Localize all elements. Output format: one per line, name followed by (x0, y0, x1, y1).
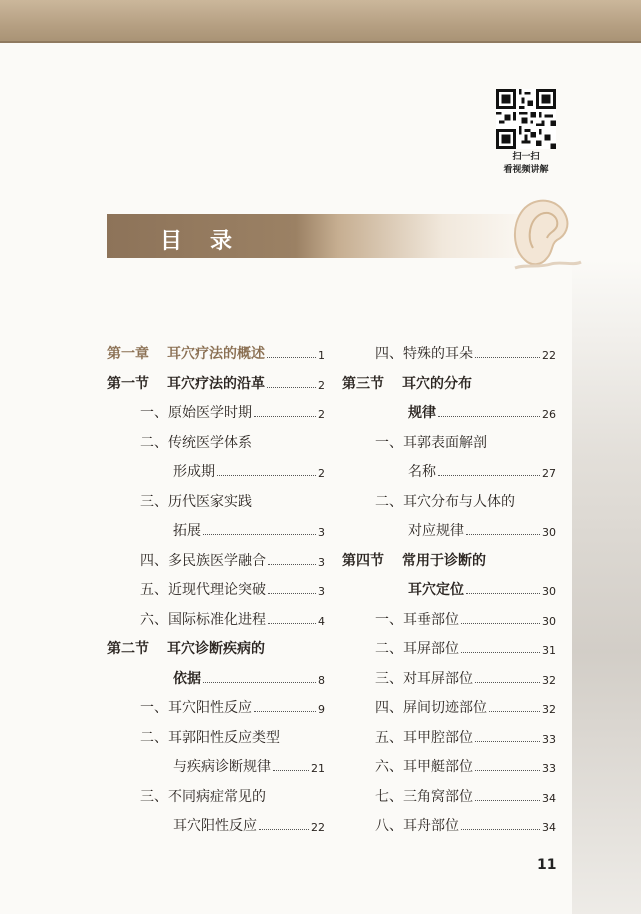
toc-entry-title: 耳穴的分布 (402, 375, 472, 392)
toc-entry-page: 34 (542, 821, 556, 834)
toc-entry-page: 31 (542, 644, 556, 657)
toc-entry-title: 名称 (408, 464, 436, 480)
toc-entry-page: 2 (318, 408, 325, 421)
toc-entry-number: 第一章 (107, 346, 149, 362)
toc-leader-dots (475, 357, 540, 358)
toc-entry[interactable] (107, 639, 265, 659)
toc-entry-page: 2 (318, 378, 325, 392)
toc-leader-dots (438, 475, 540, 476)
toc-entry-title: 耳穴诊断疾病的 (167, 641, 265, 657)
toc-entry-title: 拓展 (173, 523, 201, 539)
toc-entry-title: 与疾病诊断规律 (173, 759, 271, 775)
toc-entry-title: 常用于诊断的 (402, 552, 486, 569)
toc-entry[interactable] (173, 816, 257, 836)
toc-entry[interactable] (375, 816, 459, 836)
toc-leader-dots (475, 741, 540, 742)
toc-leader-dots (475, 770, 540, 771)
toc-entry-title: 耳穴疗法的沿革 (167, 375, 265, 392)
toc-entry-page: 21 (311, 762, 325, 775)
toc-entry-page: 3 (318, 526, 325, 539)
toc-entry[interactable] (140, 728, 280, 748)
toc-entry-title: 规律 (408, 405, 436, 421)
toc-entry[interactable] (342, 374, 472, 394)
toc-entry[interactable] (140, 492, 252, 512)
toc-entry-title: 三、不同病症常见的 (140, 788, 266, 805)
toc-entry-number: 第四节 (342, 552, 384, 569)
toc-entry-page: 4 (318, 614, 325, 628)
qr-caption (490, 151, 562, 177)
toc-entry-title: 对应规律 (408, 523, 464, 539)
toc-entry[interactable] (140, 580, 266, 600)
toc-entry-title: 七、三角窝部位 (375, 788, 473, 805)
ear-illustration (495, 190, 585, 280)
toc-entry-title: 一、原始医学时期 (140, 405, 252, 421)
toc-entry[interactable] (342, 551, 486, 571)
toc-leader-dots (461, 829, 540, 830)
toc-entry-page: 33 (542, 732, 556, 746)
toc-leader-dots (217, 475, 316, 476)
toc-entry-title: 四、屏间切迹部位 (375, 700, 487, 716)
toc-leader-dots (203, 534, 316, 535)
toc-leader-dots (267, 357, 316, 358)
toc-leader-dots (461, 652, 540, 653)
toc-leader-dots (461, 623, 540, 624)
toc-leader-dots (203, 682, 316, 683)
qr-caption-line1: 扫一扫 (512, 152, 540, 162)
toc-entry-title: 四、多民族医学融合 (140, 552, 266, 569)
qr-caption-line2: 看视频讲解 (503, 165, 549, 175)
toc-entry[interactable] (140, 403, 252, 423)
toc-entry-title: 六、耳甲艇部位 (375, 759, 473, 775)
toc-entry-page: 3 (318, 585, 325, 598)
toc-title: 目录 (160, 228, 261, 254)
toc-entry-title: 耳穴疗法的概述 (167, 346, 265, 362)
toc-leader-dots (268, 623, 316, 624)
toc-entry-title: 二、传统医学体系 (140, 434, 252, 451)
toc-entry[interactable] (173, 521, 201, 541)
toc-entry-page: 22 (311, 821, 325, 834)
toc-entry[interactable] (140, 610, 266, 630)
toc-entry-title: 耳穴定位 (408, 582, 464, 598)
toc-entry[interactable] (375, 787, 473, 807)
toc-entry-title: 六、国际标准化进程 (140, 611, 266, 628)
toc-entry-title: 形成期 (173, 464, 215, 480)
toc-entry-title: 四、特殊的耳朵 (375, 346, 473, 362)
toc-entry-title: 耳穴阳性反应 (173, 818, 257, 834)
toc-entry-title: 二、耳郭阳性反应类型 (140, 729, 280, 746)
toc-entry[interactable] (375, 639, 459, 659)
toc-leader-dots (475, 682, 540, 683)
toc-entry-page: 3 (318, 555, 325, 569)
toc-entry-number: 第三节 (342, 375, 384, 392)
toc-entry-page: 2 (318, 467, 325, 480)
toc-entry-page: 22 (542, 349, 556, 362)
toc-entry-title: 三、历代医家实践 (140, 493, 252, 510)
toc-entry-title: 五、近现代理论突破 (140, 582, 266, 598)
toc-entry[interactable] (140, 433, 252, 453)
toc-leader-dots (254, 416, 316, 417)
toc-entry[interactable] (107, 344, 265, 364)
toc-leader-dots (466, 534, 540, 535)
toc-leader-dots (268, 564, 316, 565)
toc-leader-dots (489, 711, 540, 712)
toc-entry-page: 30 (542, 585, 556, 598)
toc-entry[interactable] (140, 698, 252, 718)
toc-entry[interactable] (408, 521, 464, 541)
toc-entry-title: 三、对耳屏部位 (375, 670, 473, 687)
toc-entry-title: 一、耳郭表面解剖 (375, 434, 487, 451)
toc-entry-page: 34 (542, 791, 556, 805)
toc-entry[interactable] (107, 374, 265, 394)
toc-leader-dots (267, 387, 316, 388)
toc-entry-page: 32 (542, 673, 556, 687)
toc-entry[interactable] (173, 462, 215, 482)
toc-entry-page: 27 (542, 467, 556, 480)
page-number: 11 (537, 857, 557, 873)
toc-entry[interactable] (408, 580, 464, 600)
toc-entry-page: 32 (542, 703, 556, 716)
qr-code[interactable] (496, 89, 556, 149)
toc-entry[interactable] (375, 728, 473, 748)
toc-entry-page: 26 (542, 408, 556, 421)
toc-entry-title: 二、耳穴分布与人体的 (375, 493, 515, 510)
toc-leader-dots (438, 416, 540, 417)
toc-entry-title: 一、耳穴阳性反应 (140, 700, 252, 716)
top-decorative-band (0, 0, 641, 43)
toc-entry[interactable] (375, 492, 515, 512)
toc-entry-title: 依据 (173, 670, 201, 687)
toc-entry[interactable] (375, 757, 473, 777)
toc-entry[interactable] (173, 669, 201, 689)
toc-leader-dots (254, 711, 316, 712)
toc-entry-title: 一、耳垂部位 (375, 611, 459, 628)
toc-entry[interactable] (173, 757, 271, 777)
toc-entry-page: 1 (318, 349, 325, 362)
toc-leader-dots (475, 800, 540, 801)
toc-leader-dots (268, 593, 316, 594)
toc-entry[interactable] (375, 698, 487, 718)
toc-entry[interactable] (375, 610, 459, 630)
toc-entry[interactable] (375, 344, 473, 364)
toc-entry[interactable] (408, 403, 436, 423)
landscape-painting-decoration (572, 260, 641, 914)
toc-entry-page: 8 (318, 673, 325, 687)
toc-entry[interactable] (408, 462, 436, 482)
toc-entry[interactable] (375, 669, 473, 689)
toc-entry-page: 33 (542, 762, 556, 775)
toc-entry-number: 第一节 (107, 375, 149, 392)
toc-entry[interactable] (140, 787, 266, 807)
toc-entry-page: 30 (542, 526, 556, 539)
toc-entry-page: 30 (542, 614, 556, 628)
toc-leader-dots (259, 829, 309, 830)
toc-entry-title: 八、耳舟部位 (375, 818, 459, 834)
toc-entry-title: 二、耳屏部位 (375, 641, 459, 657)
toc-leader-dots (466, 593, 540, 594)
toc-entry[interactable] (375, 433, 487, 453)
toc-entry-title: 五、耳甲腔部位 (375, 729, 473, 746)
toc-entry[interactable] (140, 551, 266, 571)
toc-entry-number: 第二节 (107, 641, 149, 657)
toc-entry-page: 9 (318, 703, 325, 716)
toc-leader-dots (273, 770, 309, 771)
